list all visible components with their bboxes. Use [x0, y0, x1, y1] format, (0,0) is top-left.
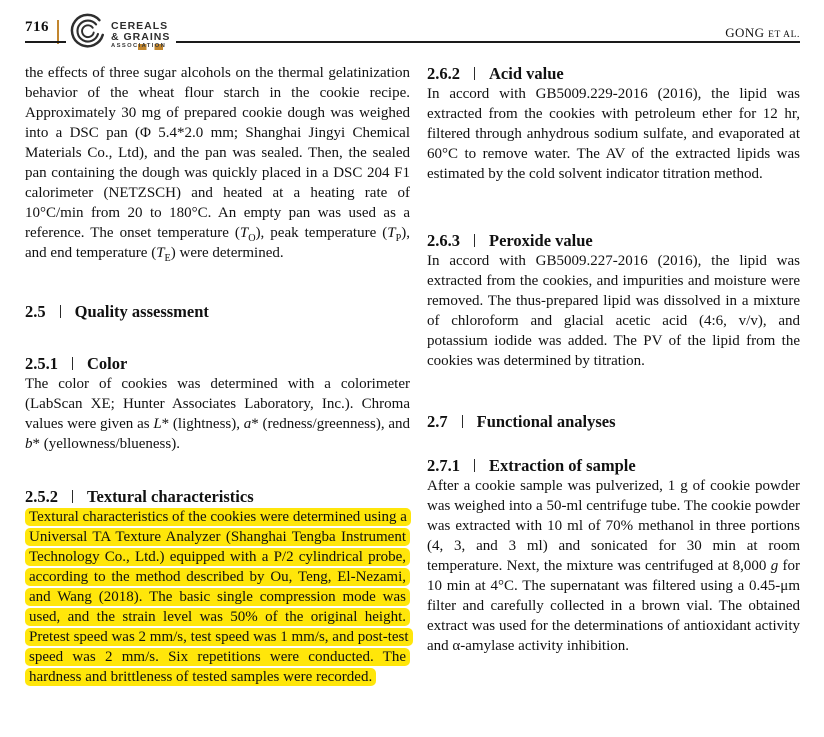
- paragraph-extraction: After a cookie sample was pulverized, 1 g of cookie powder was weighed into a 50-ml centrifuge tube. The cookie powder was extracted with 10 ml of 70% methanol in three portions (4, 3, and 3 ml) and sonicated for 30 min at room temperature. Next, the mixture was centrifuged at 8,000 g for 10 min at 4°C. The supernatant was filtered using a 0.45-μm filter and carefully collected in a brown vial. The obtained extract was used for the determinations of antioxidant activity and α-amylase activity inhibition.: [427, 478, 800, 654]
- section-heading-2-5-1: [25, 353, 410, 374]
- right-column: [427, 63, 800, 656]
- heading-divider: [462, 415, 463, 428]
- logo-line-2: & GRAINS: [111, 31, 171, 44]
- paragraph-texture: [25, 507, 410, 687]
- section-number: 2.7: [427, 412, 448, 431]
- heading-divider: [474, 67, 475, 80]
- logo-line-3: ASSOCIATION: [111, 44, 170, 50]
- section-title: Acid value: [489, 64, 564, 83]
- section-heading-2-6-2: [427, 63, 800, 84]
- heading-divider: [60, 305, 61, 318]
- section-heading-2-5: [25, 301, 410, 322]
- section-number: 2.6.2: [427, 64, 460, 83]
- section-title: Quality assessment: [74, 302, 209, 321]
- cereals-grains-association-logo: [66, 13, 176, 60]
- section-number: 2.5: [25, 302, 46, 321]
- section-heading-2-7-1: [427, 455, 800, 476]
- section-number: 2.5.2: [25, 487, 58, 506]
- section-title: Functional analyses: [476, 412, 616, 431]
- paragraph-dsc-method: the effects of three sugar alcohols on the thermal gelatinization behavior of the wheat flour starch in the cookie recipe. Approximately 30 mg of prepared cookie dough was weighed into a DSC pan (Φ 5.4*2.0 mm; Shanghai Jingyi Chemical Materials Co., Ltd), and the pan was sealed. Then, the sealed pan containing the dough was quickly placed in a DSC 204 F1 calorimeter (NETZSCH) and heated at a heating rate of 10°C/min from 20 to 180°C. An empty pan was used as a reference. The onset temperature $(T_O)$, peak temperature $(T_P)$, and end temperature $(T_E)$ were determined.: [25, 65, 411, 264]
- section-number: 2.5.1: [25, 354, 58, 373]
- section-number: 2.6.3: [427, 231, 460, 250]
- running-head: [725, 25, 800, 41]
- section-heading-2-7: [427, 411, 800, 432]
- logo-line-1: CEREALS: [111, 20, 169, 33]
- left-column: [25, 63, 410, 687]
- section-heading-2-5-2: [25, 486, 410, 507]
- heading-divider: [72, 357, 73, 370]
- heading-divider: [474, 459, 475, 472]
- heading-divider: [72, 490, 73, 503]
- section-title: Extraction of sample: [489, 456, 636, 475]
- heading-divider: [474, 234, 475, 247]
- page-number: 716: [25, 19, 49, 35]
- running-head-author: GONG: [725, 25, 765, 40]
- logo-text: [111, 21, 170, 49]
- logo-spiral-icon: [68, 13, 108, 58]
- highlighted-text: Textural characteristics of the cookies were determined using a Universal TA Texture Analyzer (Shanghai Tengba Instrument Technology Co., Ltd.) equipped with a P/2 cylindrical probe, according to the method described by Ou, Teng, El-Nezami, and Wang (2018). The basic single compression mode was used, and the strain level was 50% of the original height. Pretest speed was 2 mm/s, test speed was 1 mm/s, and post-test speed was 2 mm/s. Six repetitions were conducted. The hardness and brittleness of tested samples were recorded.: [25, 508, 413, 686]
- section-title: Textural characteristics: [87, 487, 254, 506]
- paragraph-peroxide-value: In accord with GB5009.227-2016 (2016), the lipid was extracted from the cookies, and impurities and moisture were removed. The thus-prepared lipid was dissolved in a mixture of chloroform and glacial acetic acid (4:6, v/v), and potassium iodide was added. The PV of the lipid from the cookies was determined by titration.: [427, 253, 800, 369]
- section-title: Peroxide value: [489, 231, 593, 250]
- section-title: Color: [87, 354, 128, 373]
- section-heading-2-6-3: [427, 230, 800, 251]
- paragraph-color: The color of cookies was determined with a colorimeter (LabScan XE; Hunter Associates Laboratory, Inc.). Chroma values were given as L* (lightness), a* (redness/greenness), and b* (yellowness/blueness).: [25, 376, 410, 452]
- paragraph-acid-value: In accord with GB5009.229-2016 (2016), the lipid was extracted from the cookies with petroleum ether for 12 hr, filtered through anhydrous sodium sulfate, and evaporated at 60°C to remove water. The AV of the extracted lipids was estimated by the cold solvent indicator titration method.: [427, 86, 800, 182]
- running-head-etal: ET AL.: [768, 30, 800, 40]
- section-number: 2.7.1: [427, 456, 460, 475]
